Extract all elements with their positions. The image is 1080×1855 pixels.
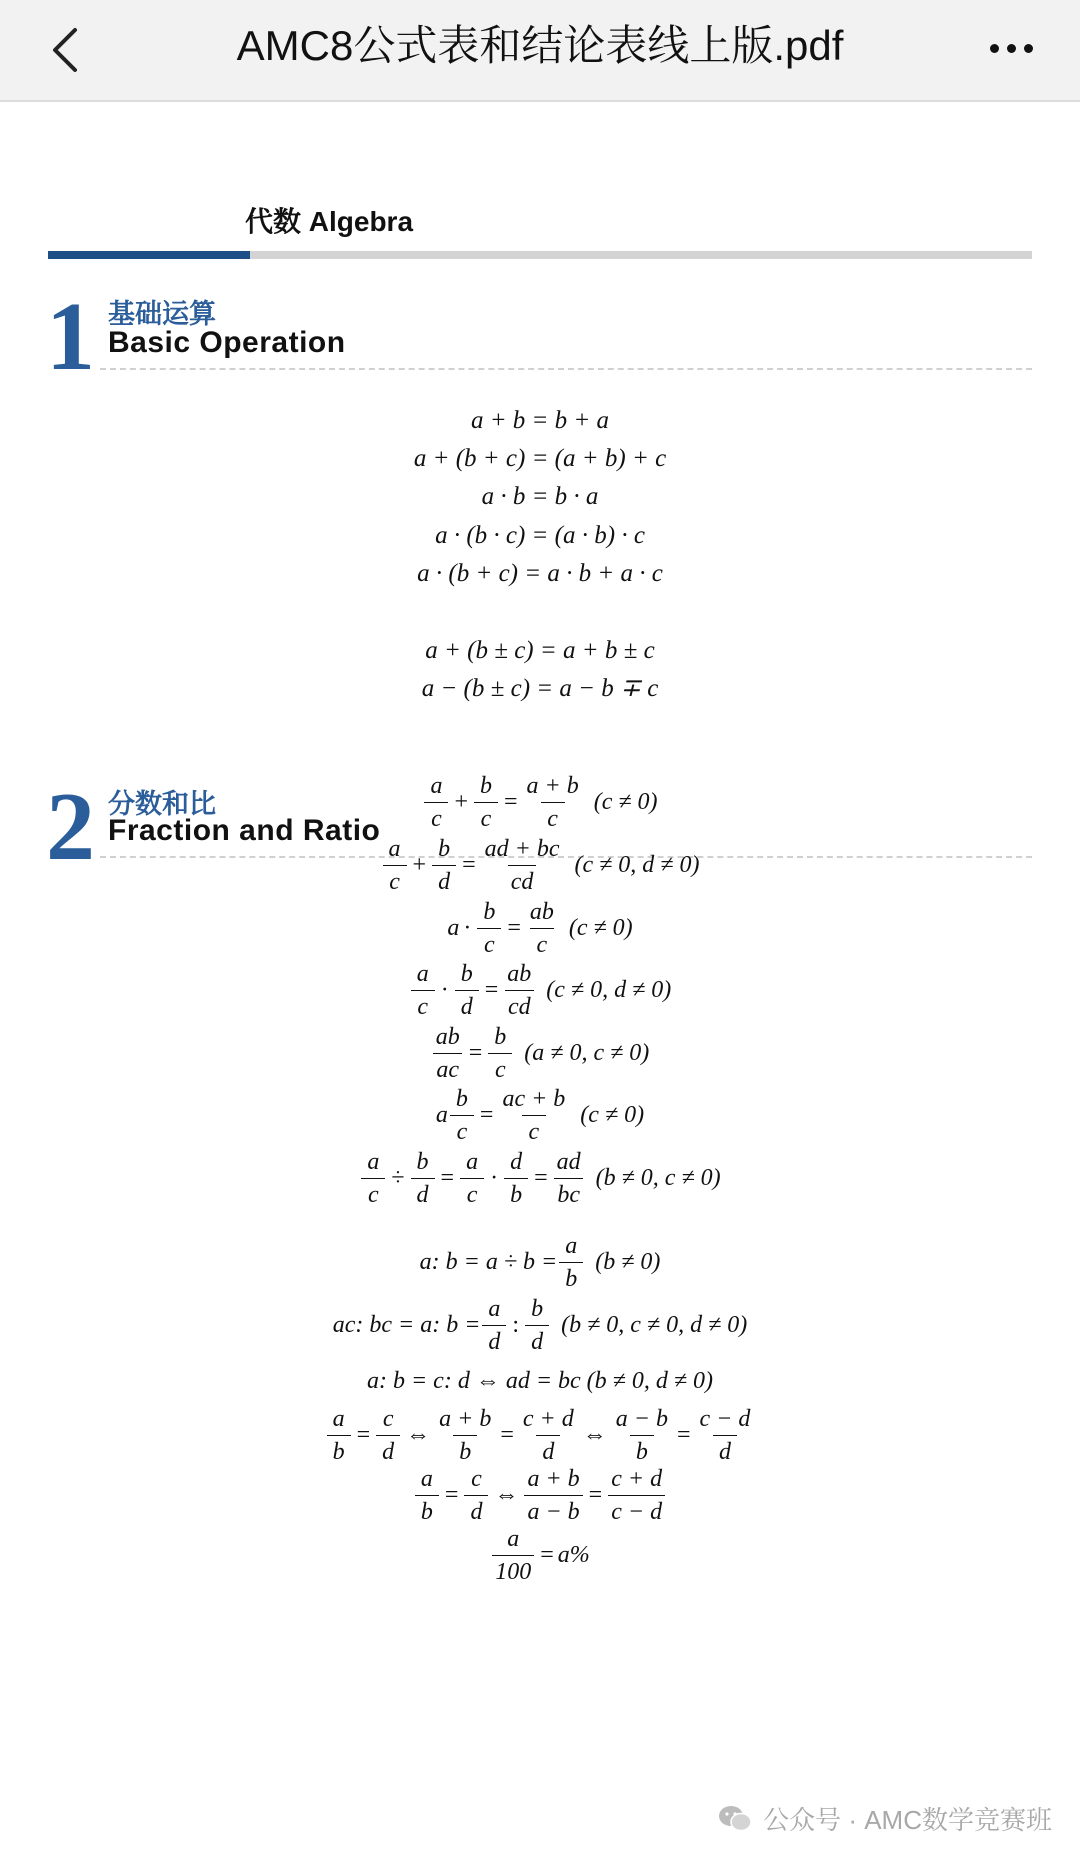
numerator: a [416,961,429,987]
numerator: ab [507,961,532,987]
formula-row [0,1466,1080,1525]
numerator: b [483,899,496,925]
numerator: d [510,1149,523,1175]
fraction [411,1149,435,1208]
denominator: bc [554,1178,583,1208]
operator: = [356,1422,371,1448]
denominator: d [482,1325,506,1355]
denominator: c [474,802,498,832]
top-bar [0,0,1080,102]
numerator: b [438,836,451,862]
numerator: a [466,1149,479,1175]
expression: a% [557,1542,590,1568]
fraction [527,899,557,958]
numerator: ac + b [502,1086,566,1112]
fraction [376,1406,400,1465]
equation: a · (b + c) = a · b + a · c [417,560,663,587]
condition: (c ≠ 0) [568,915,633,941]
equation: a · (b · c) = (a · b) · c [435,522,645,549]
numerator: c + d [522,1406,574,1432]
numerator: c [471,1466,482,1492]
condition: (c ≠ 0) [593,789,658,815]
denominator: d [432,865,456,895]
fraction [482,1296,506,1355]
numerator: b [494,1024,507,1050]
fraction [477,899,501,958]
denominator: cd [508,865,537,895]
denominator: d [713,1435,737,1465]
section-title-en: Fraction and Ratio [108,814,381,847]
operator: = [479,1102,494,1128]
operator: · [463,915,472,941]
section-title-cn: 分数和比 [108,789,216,819]
formula-row [0,1149,1080,1208]
operator: = [507,915,521,941]
denominator: c [522,1115,546,1145]
expression: a: b = a ÷ b = [419,1249,558,1275]
operator: = [588,1482,603,1508]
wechat-icon [717,1804,753,1834]
fraction [327,1406,351,1465]
condition: (b ≠ 0) [595,1249,661,1275]
chapter-title: 代数 Algebra [245,206,414,237]
section-title-cn: 基础运算 [108,299,216,329]
section-number: 1 [46,283,95,391]
denominator: b [327,1435,351,1465]
formula-row [0,1233,1080,1292]
denominator: d [536,1435,560,1465]
formula-row [0,773,1080,832]
condition: (c ≠ 0) [580,1102,645,1128]
section-title-en: Basic Operation [108,326,346,359]
equation: a + (b ± c) = a + b ± c [425,637,655,664]
operator: : [512,1312,520,1338]
operator: ÷ [391,1165,405,1191]
fraction [524,773,582,832]
numerator: ad [556,1149,581,1175]
operator: = [462,852,476,878]
numerator: a [332,1406,345,1432]
denominator: ac [433,1053,462,1083]
condition: (a ≠ 0, c ≠ 0) [524,1040,650,1066]
fraction [488,1024,512,1083]
back-button[interactable] [34,14,94,86]
formula-row [0,899,1080,958]
formula-row [0,961,1080,1020]
fraction [361,1149,385,1208]
operator: ⇔ [406,1422,431,1448]
formula-row [0,836,1080,895]
numerator: ab [529,899,554,925]
equation: a · b = b · a [481,483,599,510]
numerator: c [382,1406,394,1432]
numerator: b [460,961,473,987]
fraction [464,1466,488,1525]
fraction [424,773,448,832]
formula-row [0,1368,1080,1395]
fraction [460,1149,484,1208]
denominator: d [525,1325,549,1355]
equation: a − (b ± c) = a − b ∓ c [421,675,659,702]
denominator: c [477,928,501,958]
watermark-text: 公众号 · AMC数学竞赛班 [763,1805,1052,1835]
fraction [433,1024,463,1083]
denominator: c [361,1178,385,1208]
formula-row [0,1086,1080,1145]
denominator: c [450,1115,474,1145]
chapter-rule-accent [48,251,250,259]
fraction [436,1406,494,1465]
fraction [415,1466,439,1525]
numerator: a [488,1296,501,1322]
numerator: a − b [615,1406,668,1432]
operator: = [444,1482,459,1508]
fraction [411,961,435,1020]
fraction [450,1086,474,1145]
numerator: c + d [611,1466,663,1492]
fraction [455,961,479,1020]
pdf-page [0,102,1080,1855]
numerator: b [531,1296,544,1322]
formula-row [0,1296,1080,1355]
denominator: d [411,1178,435,1208]
numerator: ab [435,1024,460,1050]
expression: a: b = c: d ⇔ ad = bc (b ≠ 0, d ≠ 0) [366,1368,713,1394]
numerator: b [455,1086,468,1112]
section-number: 2 [46,773,95,881]
denominator: c [424,802,448,832]
denominator: 100 [492,1555,534,1585]
denominator: c − d [608,1495,665,1525]
expression: ac: bc = a: b = [332,1312,481,1338]
fraction [525,1296,549,1355]
fraction [554,1149,584,1208]
denominator: c [541,802,565,832]
numerator: a [430,773,443,799]
more-button[interactable] [976,14,1046,84]
denominator: d [464,1495,488,1525]
equation: a + (b + c) = (a + b) + c [413,445,667,472]
numerator: c − d [699,1406,751,1432]
operator: = [484,977,499,1003]
expression: a [435,1102,448,1128]
equation: a + b = b + a [470,407,610,434]
fraction [383,836,407,895]
denominator: cd [505,990,534,1020]
fraction [613,1406,671,1465]
fraction [559,1233,583,1292]
section-divider [100,368,1032,370]
condition: (b ≠ 0, c ≠ 0) [595,1165,721,1191]
numerator: a + b [439,1406,492,1432]
fraction [697,1406,754,1465]
operator: ⇔ [582,1422,607,1448]
condition: (c ≠ 0, d ≠ 0) [574,852,700,878]
denominator: c [383,865,407,895]
formula-row [0,1526,1080,1585]
fraction [608,1466,665,1525]
operator: = [540,1542,554,1568]
numerator: a [388,836,401,862]
denominator: d [455,990,479,1020]
operator: = [676,1422,691,1448]
numerator: b [416,1149,429,1175]
fraction [482,836,563,895]
numerator: a + b [527,1466,580,1492]
denominator: b [559,1262,583,1292]
operator: = [500,1422,514,1448]
fraction [432,836,456,895]
operator: + [454,789,468,815]
denominator: c [488,1053,512,1083]
operator: + [412,852,427,878]
fraction [524,1466,582,1525]
denominator: b [504,1178,528,1208]
expression: a [447,915,460,941]
more-dots-icon [986,40,1037,58]
operator: ⇔ [494,1482,519,1508]
denominator: c [460,1178,484,1208]
operator: · [490,1165,499,1191]
denominator: b [453,1435,477,1465]
operator: = [503,789,518,815]
operator: = [468,1040,483,1066]
numerator: a [420,1466,433,1492]
operator: = [440,1165,455,1191]
numerator: a [565,1233,578,1259]
fraction [520,1406,577,1465]
fraction [499,1086,568,1145]
condition: (c ≠ 0, d ≠ 0) [546,977,672,1003]
denominator: b [630,1435,654,1465]
operator: · [440,977,449,1003]
fraction [474,773,498,832]
fraction [492,1526,534,1585]
document-title: AMC8公式表和结论表线上版.pdf [236,22,844,69]
denominator: d [376,1435,400,1465]
fraction [504,961,534,1020]
formula-row [0,1406,1080,1465]
denominator: c [530,928,554,958]
denominator: c [411,990,435,1020]
fraction [504,1149,528,1208]
denominator: b [415,1495,439,1525]
numerator: a + b [526,773,579,799]
numerator: a [507,1526,520,1552]
numerator: a [367,1149,380,1175]
condition: (b ≠ 0, c ≠ 0, d ≠ 0) [561,1312,748,1338]
operator: = [534,1165,548,1191]
numerator: ad + bc [484,836,560,862]
denominator: a − b [524,1495,582,1525]
watermark [717,1800,1052,1837]
numerator: b [479,773,492,799]
formula-row [0,1024,1080,1083]
chevron-left-icon [49,27,79,73]
